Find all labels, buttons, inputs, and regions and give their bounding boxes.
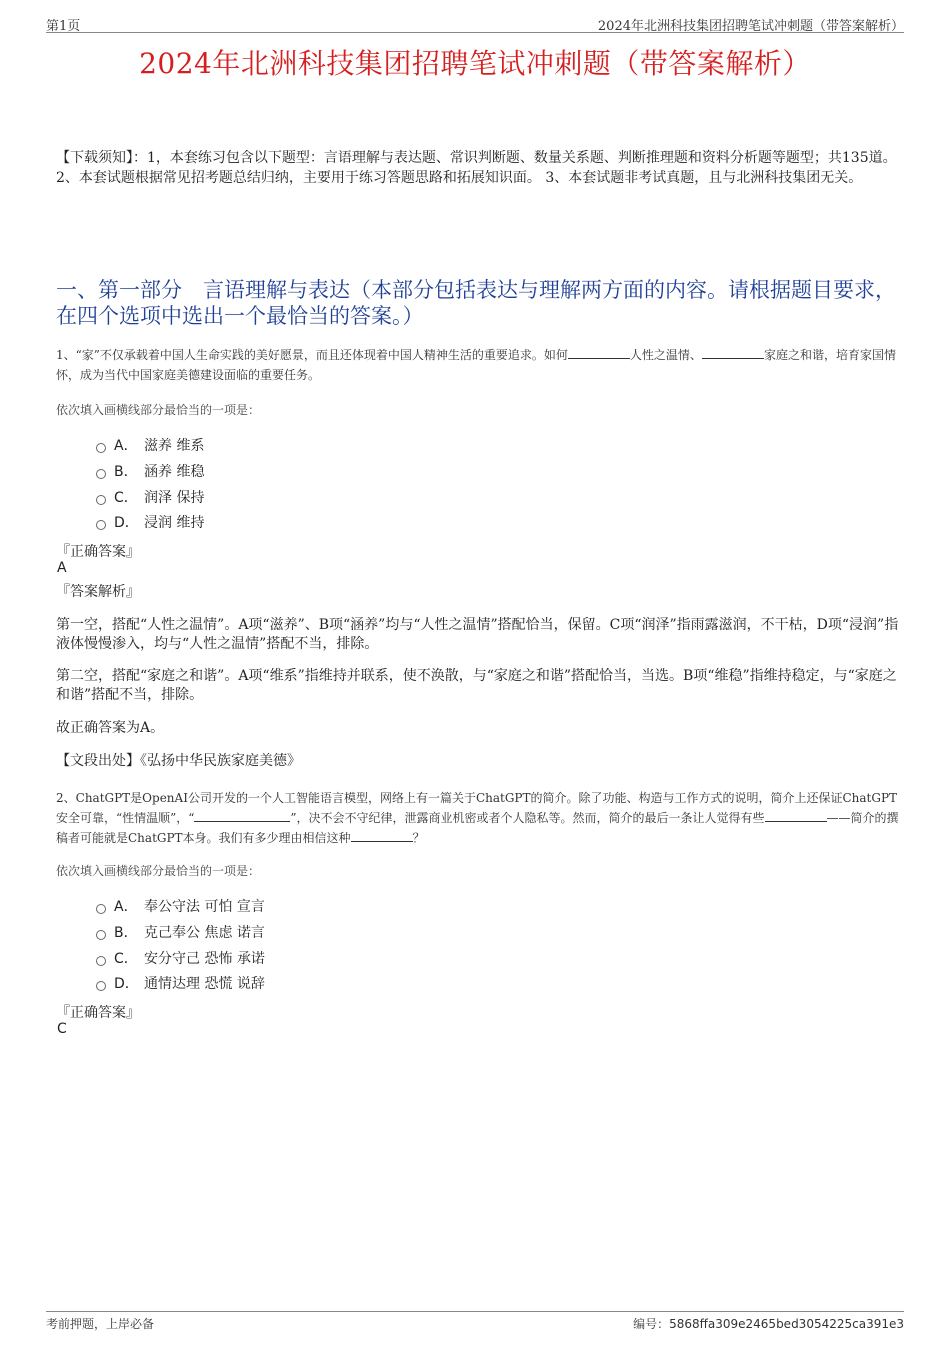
question-2-option-d[interactable]	[96, 974, 265, 994]
question-1-option-d[interactable]	[96, 513, 204, 533]
download-notice: 【下载须知】：1，本套练习包含以下题型：言语理解与表达题、常识判断题、数量关系题、判断推理题和资料分析题等题型；共135道。 2、本套试题根据常见招考题总结归纳，主要用于练习答题思路和拓展知识面。 3、本套试题非考试真题，且与北洲科技集团无关。	[56, 150, 897, 186]
option-text: 浸润 维持	[144, 515, 205, 531]
page-title: 2024年北洲科技集团招聘笔试冲刺题（带答案解析）	[139, 47, 811, 80]
question-2-text-part-c: ——简介的撰稿者可能就是ChatGPT本身。我们有多少理由相信这种	[56, 811, 899, 845]
section-title: 一、第一部分 言语理解与表达（本部分包括表达与理解两方面的内容。请根据题目要求，在四个选项中选出一个最恰当的答案。）	[56, 278, 896, 328]
option-letter: B．	[114, 925, 138, 941]
option-letter: B．	[114, 464, 138, 480]
footer-divider	[46, 1311, 904, 1312]
question-1-text	[56, 345, 900, 385]
question-2-text-part-d: ？	[412, 831, 425, 845]
question-2-answer: C	[57, 1021, 67, 1037]
question-1-answer: A	[57, 560, 67, 576]
question-1-text-part-a: 1、“家”不仅承载着中国人生命实践的美好愿景，而且还体现着中国人精神生活的重要追求。如何	[56, 348, 568, 362]
footer-code	[633, 1315, 904, 1332]
question-1-option-a[interactable]	[96, 436, 204, 456]
question-1-option-b[interactable]	[96, 462, 204, 482]
question-2-text	[56, 788, 900, 848]
question-1-analysis-2: 第二空，搭配“家庭之和谐”。A项“维系”指维持并联系，使不涣散，与“家庭之和谐”搭配恰当，当选。B项“维稳”指维持稳定，与“家庭之和谐”搭配不当，排除。	[56, 668, 897, 703]
option-text: 滋养 维系	[144, 438, 205, 454]
question-1-analysis-1: 第一空，搭配“人性之温情”。A项“滋养”、B项“涵养”均与“人性之温情”搭配恰当，保留。C项“润泽”指雨露滋润，不干枯，D项“浸润”指液体慢慢渗入，均与“人性之温情”搭配不当，排除。	[56, 617, 899, 652]
header-divider	[46, 32, 904, 33]
option-text: 润泽 保持	[144, 490, 205, 506]
question-2-blank-2	[765, 809, 827, 822]
question-2-answer-label: 『正确答案』	[56, 1005, 140, 1021]
option-text: 安分守己 恐怖 承诺	[144, 951, 265, 967]
radio-icon[interactable]	[96, 520, 106, 530]
radio-icon[interactable]	[96, 469, 106, 479]
question-2-option-b[interactable]	[96, 923, 265, 943]
question-2-text-part-a: 2、ChatGPT是OpenAI公司开发的一个人工智能语言模型，网络上有一篇关于ChatGPT的简介。除了功能、构造与工作方式的说明，简介上还保证ChatGPT安全可靠，“性情温顺”，“	[56, 791, 898, 825]
header-doc-title: 2024年北洲科技集团招聘笔试冲刺题（带答案解析）	[597, 19, 904, 34]
question-1-text-part-b: 人性之温情、	[629, 348, 702, 362]
radio-icon[interactable]	[96, 981, 106, 991]
question-2-blank-3	[351, 829, 413, 842]
option-letter: C．	[114, 951, 138, 967]
option-text: 奉公守法 可怕 宣言	[144, 899, 265, 915]
question-2-blank-1	[194, 809, 290, 822]
question-1-prompt: 依次填入画横线部分最恰当的一项是：	[56, 403, 261, 417]
option-letter: A．	[114, 438, 138, 454]
radio-icon[interactable]	[96, 930, 106, 940]
option-letter: A．	[114, 899, 138, 915]
question-1-answer-label: 『正确答案』	[56, 544, 140, 560]
option-text: 涵养 维稳	[144, 464, 205, 480]
radio-icon[interactable]	[96, 904, 106, 914]
question-1-option-c[interactable]	[96, 488, 204, 508]
page-number: 第1页	[46, 19, 81, 34]
footer-code-label: 编号：	[633, 1317, 670, 1331]
question-1-analysis-label: 『答案解析』	[56, 584, 140, 600]
option-letter: D．	[114, 515, 139, 531]
radio-icon[interactable]	[96, 443, 106, 453]
footer-slogan: 考前押题，上岸必备	[46, 1317, 155, 1331]
radio-icon[interactable]	[96, 495, 106, 505]
question-1-blank-2	[702, 346, 764, 359]
option-letter: C．	[114, 490, 138, 506]
footer-code-value: 5868ffa309e2465bed3054225ca391e3	[669, 1317, 904, 1331]
question-2-prompt: 依次填入画横线部分最恰当的一项是：	[56, 864, 261, 878]
option-text: 克己奉公 焦虑 诺言	[144, 925, 265, 941]
question-1-blank-1	[568, 346, 630, 359]
question-1-source: 【文段出处】《弘扬中华民族家庭美德》	[56, 753, 301, 769]
option-letter: D．	[114, 976, 139, 992]
question-2-text-part-b: ”，决不会不守纪律，泄露商业机密或者个人隐私等。然而，简介的最后一条让人觉得有些	[290, 811, 765, 825]
radio-icon[interactable]	[96, 956, 106, 966]
question-1-text-part-c: 家庭之和谐，培育家国情怀，成为当代中国家庭美德建设面临的重要任务。	[56, 348, 896, 382]
option-text: 通情达理 恐慌 说辞	[144, 976, 265, 992]
question-2-option-a[interactable]	[96, 897, 265, 917]
question-1-conclusion: 故正确答案为A。	[56, 720, 165, 736]
question-2-option-c[interactable]	[96, 949, 265, 969]
